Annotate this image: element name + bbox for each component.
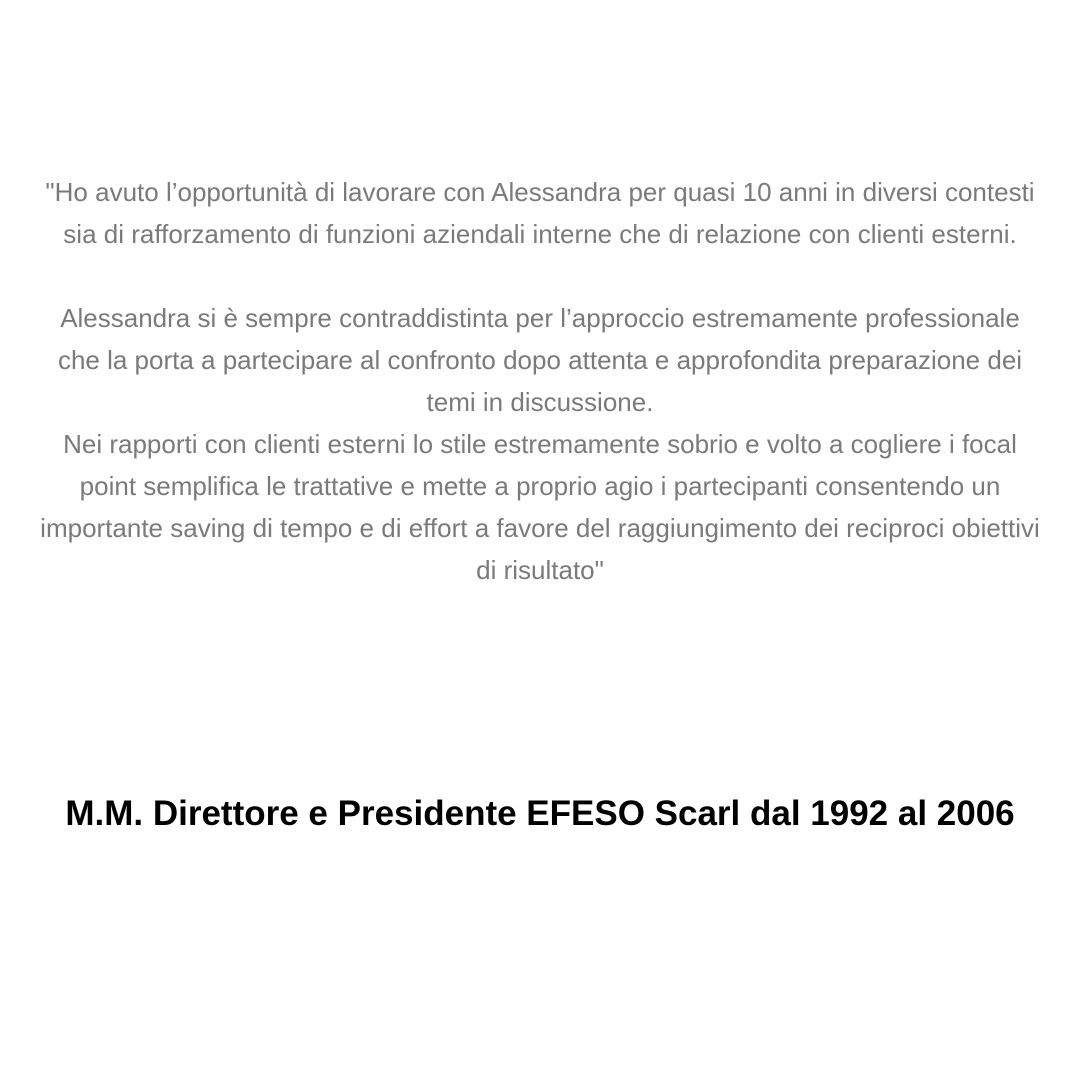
quote-paragraph-1: "Ho avuto l’opportunità di lavorare con Alessandra per quasi 10 anni in diversi contesti sia di rafforzamento di funzioni aziendali interne che di relazione con clienti esterni. (45, 177, 1035, 249)
quote-paragraph-2: Alessandra si è sempre contraddistinta per l’approccio estremamente professionale che la porta a partecipare al confronto dopo attenta e approfondita preparazione dei temi in discussione. (57, 303, 1023, 417)
testimonial-author: M.M. Direttore e Presidente EFESO Scarl dal 1992 al 2006 (65, 794, 1015, 833)
quote-paragraph-3: Nei rapporti con clienti esterni lo stile estremamente sobrio e volto a cogliere i focal point semplifica le trattative e mette a proprio agio i partecipanti consentendo un importante saving di tempo e di effort a favore del raggiungimento dei reciproci obiettivi di risultato" (40, 429, 1040, 585)
paragraph-spacer (40, 255, 1040, 297)
testimonial-quote (40, 171, 1040, 591)
